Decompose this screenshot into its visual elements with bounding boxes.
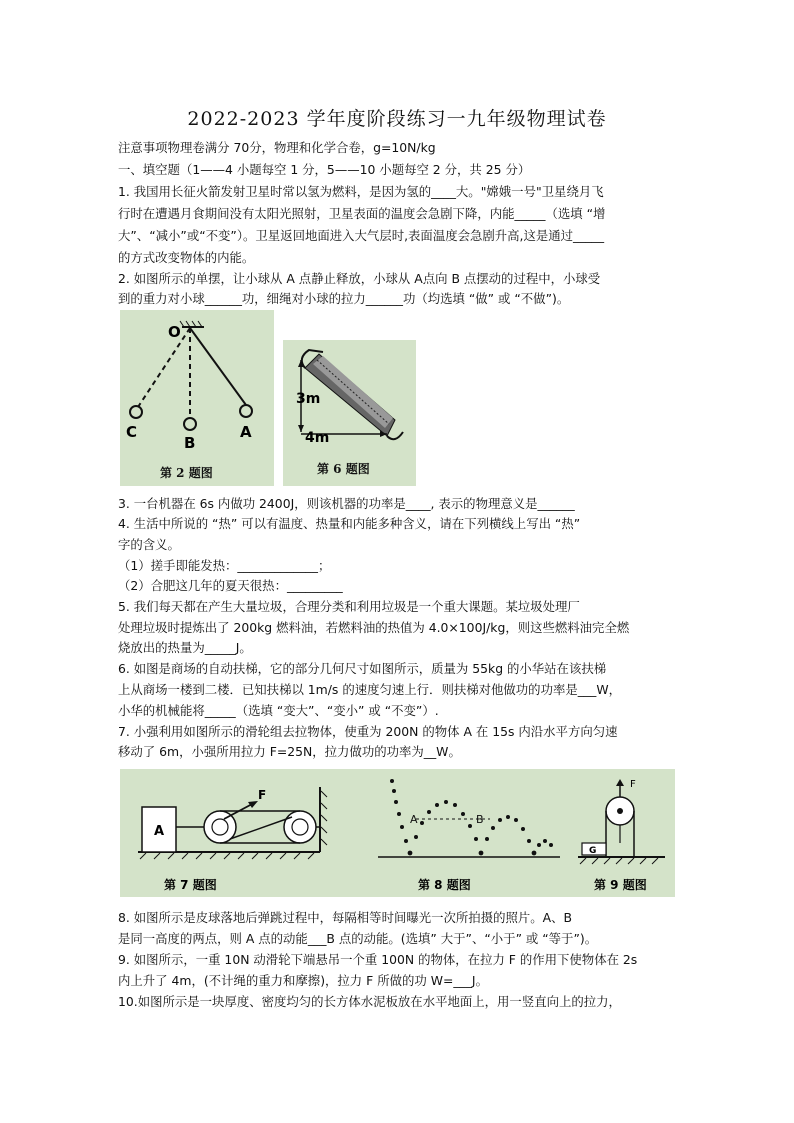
q1-line: 行时在遭遇月食期间没有太阳光照射，卫星表面的温度会急剧下降，内能_____（选填 “增: [118, 206, 606, 221]
label-b: B: [476, 813, 484, 826]
label-block: A: [154, 824, 165, 839]
notice: 注意事项物理卷满分 70分，物理和化学合卷，g=10N/kg: [118, 140, 436, 155]
q9-line: 内上升了 4m，(不计绳的重力和摩擦)，拉力 F 所做的功 W=___J。: [118, 973, 488, 988]
ball-a: [240, 405, 252, 417]
q6-line: 6. 如图是商场的自动扶梯，它的部分几何尺寸如图所示，质量为 55kg 的小华站在该扶梯: [118, 661, 607, 676]
q3-line: 3. 一台机器在 6s 内做功 2400J，则该机器的功率是____, 表示的物理意义是______: [118, 496, 575, 511]
q2-line: 2. 如图所示的单摆，让小球从 A 点静止释放，小球从 A点向 B 点摆动的过程中，小球受: [118, 271, 601, 286]
q9-line: 9. 如图所示，一重 10N 动滑轮下端悬吊一个重 100N 的物体，在拉力 F 的作用下使物体在 2s: [118, 952, 638, 967]
q6-line: 小华的机械能将_____（选填 “变大”、“变小” 或 “不变”）.: [118, 703, 439, 718]
figure-caption: 第 8 题图: [418, 878, 471, 892]
q1-line: 1. 我国用长征火箭发射卫星时常以氢为燃料，是因为氢的____大。"嫦娥一号"卫星绕月飞: [118, 184, 604, 199]
q1-line: 大”、“减小”或“不变”）。卫星返回地面进入大气层时,表面温度会急剧升高,这是通过_____: [118, 228, 605, 243]
q4-line: （2）合肥这几年的夏天很热：_________: [118, 578, 343, 593]
q8-line: 是同一高度的两点，则 A 点的动能___B 点的动能。(选填” 大于”、“小于” 或 “等于”)。: [118, 931, 598, 946]
label-a: A: [240, 423, 252, 441]
pendulum-diagram: [120, 310, 274, 486]
q4-line: 字的含义。: [118, 537, 180, 552]
label-force: F: [630, 779, 636, 790]
q5-line: 处理垃圾时提炼出了 200kg 燃料油，若燃料油的热值为 4.0×100J/kg，则这些燃料油完全燃: [118, 620, 630, 635]
label-force: F: [258, 788, 267, 802]
q8-line: 8. 如图所示是皮球落地后弹跳过程中，每隔相等时间曝光一次所拍摄的照片。A、B: [118, 910, 573, 925]
q1-line: 的方式改变物体的内能。: [118, 250, 255, 265]
q10-line: 10.如图所示是一块厚度、密度均匀的长方体水泥板放在水平地面上，用一竖直向上的拉力，: [118, 994, 621, 1009]
page-title: 2022-2023 学年度阶段练习一九年级物理试卷: [187, 108, 607, 130]
ball-c: [130, 406, 142, 418]
q7-line: 7. 小强利用如图所示的滑轮组去拉物体，使重为 200N 的物体 A 在 15s 内沿水平方向匀速: [118, 724, 618, 739]
section-heading: 一、填空题（1——4 小题每空 1 分，5——10 小题每空 2 分，共 25 分）: [118, 162, 531, 177]
figure-pendulum: [120, 310, 274, 486]
pulley-system: [138, 787, 327, 859]
bouncing-ball: [378, 779, 560, 857]
label-c: C: [126, 423, 138, 441]
figures-7-8-9: [120, 769, 675, 897]
pulley-weight: [578, 779, 665, 864]
figure-caption: 第 7 题图: [164, 878, 217, 892]
label-a: A: [410, 813, 418, 826]
label-o: O: [168, 323, 181, 341]
figure-escalator: [283, 340, 416, 486]
label-b: B: [184, 434, 196, 452]
q6-line: 上从商场一楼到二楼．已知扶梯以 1m/s 的速度匀速上行．则扶梯对他做功的功率是___W，: [118, 682, 621, 697]
figure-caption: 第 9 题图: [594, 878, 647, 892]
q4-line: 4. 生活中所说的 “热” 可以有温度、热量和内能多种含义，请在下列横线上写出 “热”: [118, 516, 581, 531]
q2-line: 到的重力对小球______功，细绳对小球的拉力______功（均选填 “做” 或 “不做”)。: [118, 291, 570, 306]
label-width: 4m: [305, 430, 330, 446]
q7-line: 移动了 6m，小强所用拉力 F=25N，拉力做功的功率为__W。: [118, 744, 461, 759]
figure-caption: 第 2 题图: [160, 466, 213, 480]
fixed-pulley: [284, 811, 316, 843]
q4-line: （1）搓手即能发热：_____________；: [118, 558, 331, 573]
label-height: 3m: [296, 391, 321, 407]
q5-line: 5. 我们每天都在产生大量垃圾，合理分类和利用垃圾是一个重大课题。某垃圾处理厂: [118, 599, 580, 614]
figure-caption: 第 6 题图: [317, 462, 370, 476]
label-weight: G: [589, 846, 597, 856]
figure-strip: [120, 769, 675, 897]
ball-b: [184, 418, 196, 430]
q5-line: 烧放出的热量为_____J。: [118, 640, 252, 655]
